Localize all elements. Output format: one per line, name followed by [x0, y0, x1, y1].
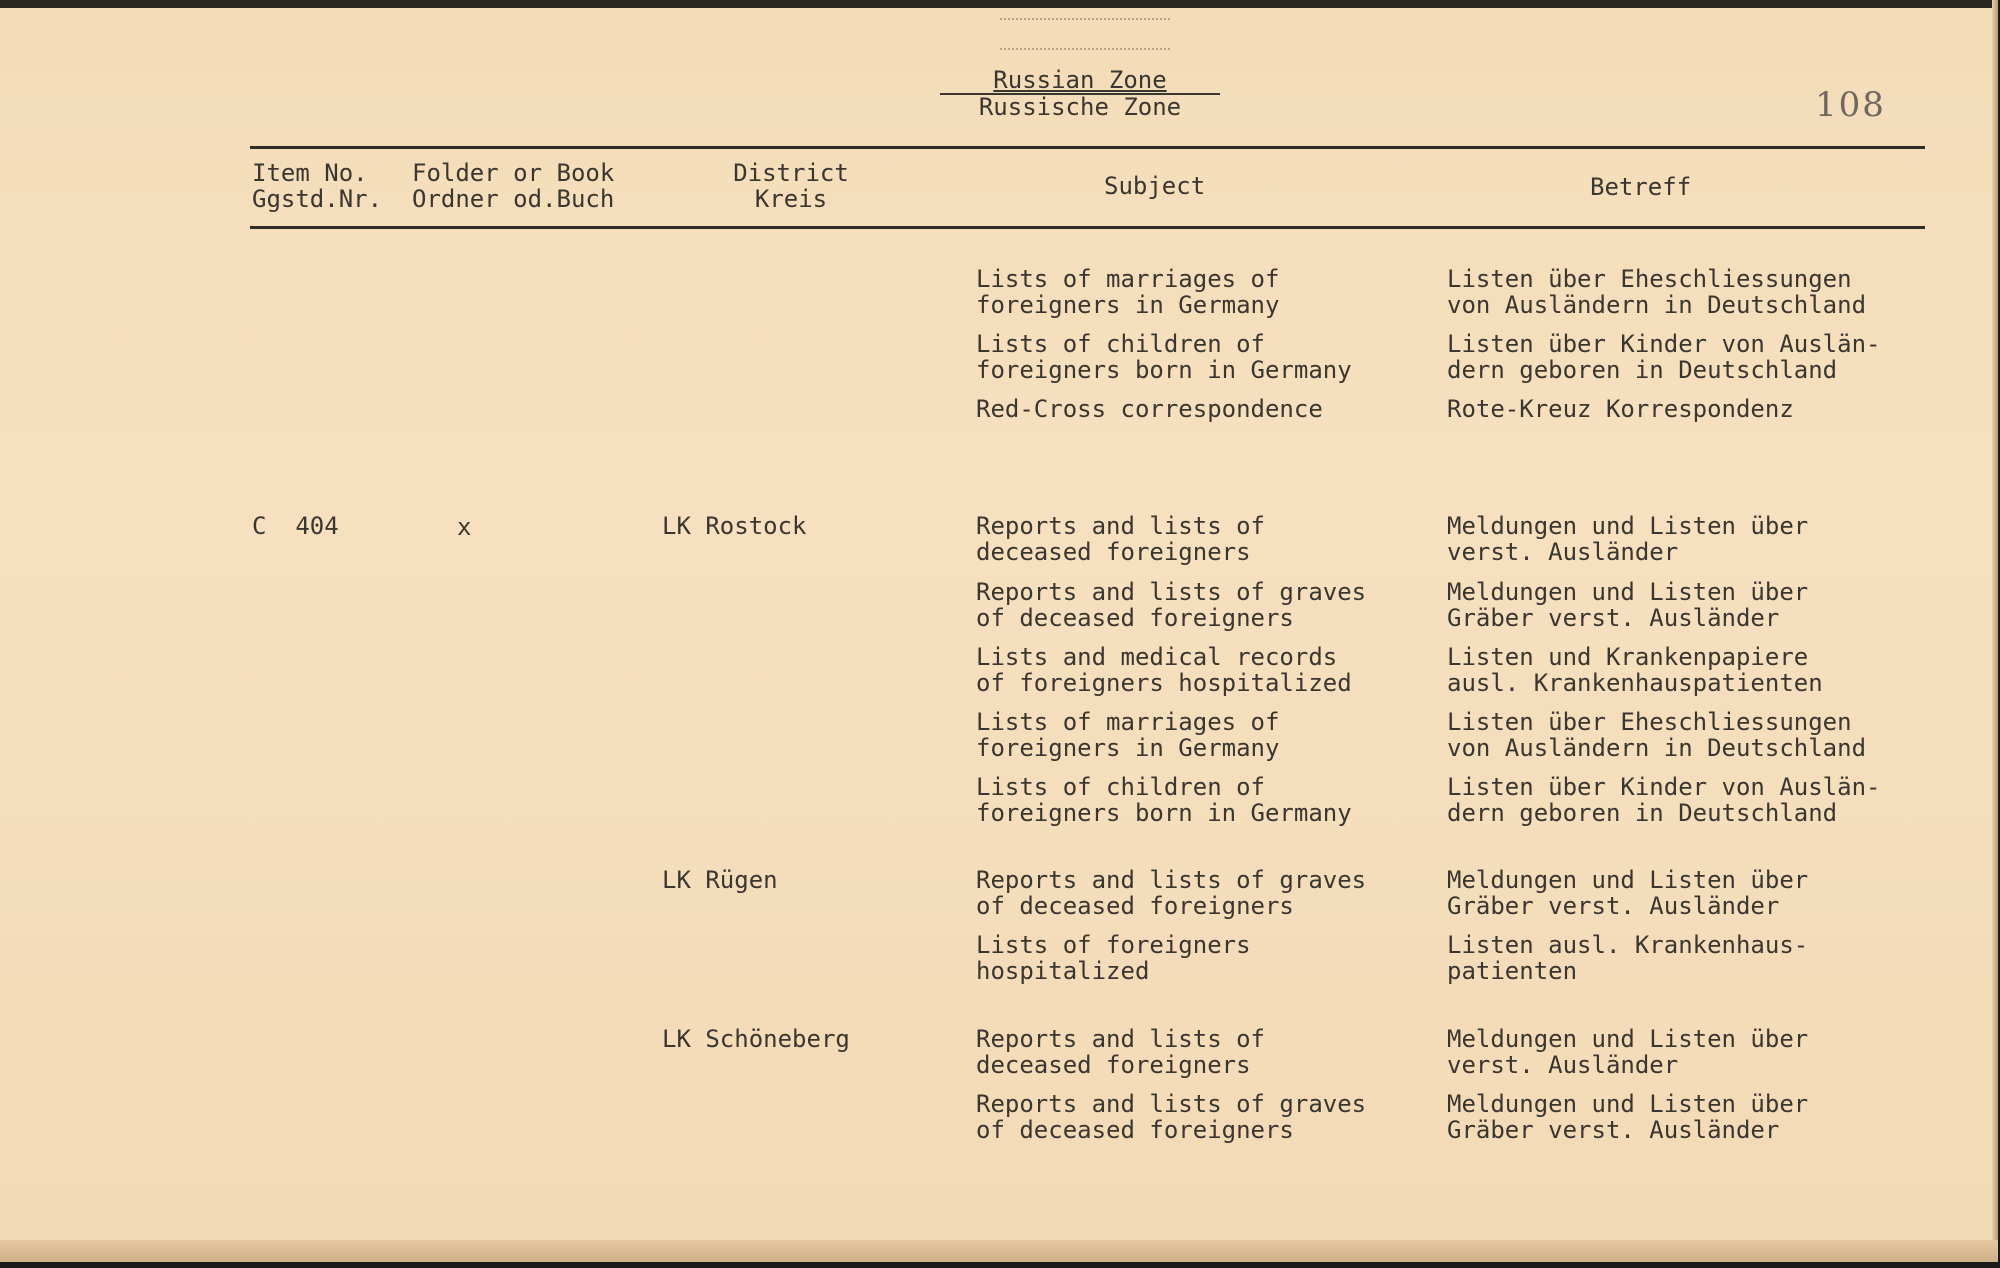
- header-item-no: Item No. Ggstd.Nr.: [252, 159, 383, 213]
- entry-betreff: Listen über Eheschliessungen von Ausländern in Deutschland: [1447, 708, 1867, 762]
- header-top-rule: [250, 146, 1925, 149]
- district-name: LK Rostock: [662, 512, 807, 540]
- entry-betreff: Listen über Kinder von Auslän- dern geboren in Deutschland: [1447, 773, 1881, 827]
- entry-betreff: Meldungen und Listen über verst. Ausländer: [1447, 512, 1809, 566]
- entry-subject: Lists of marriages of foreigners in Germany: [976, 265, 1280, 319]
- entry-subject: Lists of marriages of foreigners in Germany: [976, 708, 1280, 762]
- entry-betreff: Listen über Kinder von Auslän- dern geboren in Deutschland: [1447, 330, 1881, 384]
- entry-betreff: Listen und Krankenpapiere ausl. Krankenhauspatienten: [1447, 643, 1823, 697]
- header-bottom-rule: [250, 226, 1925, 229]
- page-number: 108: [1815, 85, 1886, 125]
- entry-betreff: Meldungen und Listen über Gräber verst. Ausländer: [1447, 866, 1809, 920]
- folder-mark: x: [457, 513, 472, 541]
- district-name: LK Schöneberg: [662, 1025, 850, 1053]
- header-district: District Kreis: [733, 159, 849, 213]
- entry-subject: Lists and medical records of foreigners hospitalized: [976, 643, 1352, 697]
- item-number: C 404: [252, 512, 339, 540]
- entry-betreff: Listen ausl. Krankenhaus- patienten: [1447, 931, 1809, 985]
- show-through-mark: [1000, 18, 1170, 20]
- header-betreff: Betreff: [1590, 173, 1692, 201]
- entry-subject: Red-Cross correspondence: [976, 395, 1323, 423]
- entry-subject: Reports and lists of deceased foreigners: [976, 1025, 1265, 1079]
- entry-betreff: Listen über Eheschliessungen von Ausländern in Deutschland: [1447, 265, 1867, 319]
- entry-betreff: Meldungen und Listen über Gräber verst. Ausländer: [1447, 578, 1809, 632]
- page-title-en: Russian Zone: [993, 66, 1167, 94]
- page-edge: [1992, 0, 1998, 1262]
- entry-subject: Reports and lists of graves of deceased foreigners: [976, 1090, 1367, 1144]
- header-folder: Folder or Book Ordner od.Buch: [412, 159, 615, 213]
- header-subject: Subject: [1104, 172, 1206, 200]
- page-title-de: Russische Zone: [940, 93, 1220, 119]
- entry-subject: Lists of children of foreigners born in Germany: [976, 773, 1352, 827]
- entry-subject: Reports and lists of deceased foreigners: [976, 512, 1265, 566]
- entry-betreff: Meldungen und Listen über verst. Ausländer: [1447, 1025, 1809, 1079]
- entry-subject: Reports and lists of graves of deceased foreigners: [976, 866, 1367, 920]
- show-through-mark: [1000, 48, 1170, 50]
- entry-subject: Lists of children of foreigners born in Germany: [976, 330, 1352, 384]
- entry-betreff: Meldungen und Listen über Gräber verst. Ausländer: [1447, 1090, 1809, 1144]
- district-name: LK Rügen: [662, 866, 778, 894]
- entry-subject: Reports and lists of graves of deceased foreigners: [976, 578, 1367, 632]
- entry-betreff: Rote-Kreuz Korrespondenz: [1447, 395, 1794, 423]
- entry-subject: Lists of foreigners hospitalized: [976, 931, 1251, 985]
